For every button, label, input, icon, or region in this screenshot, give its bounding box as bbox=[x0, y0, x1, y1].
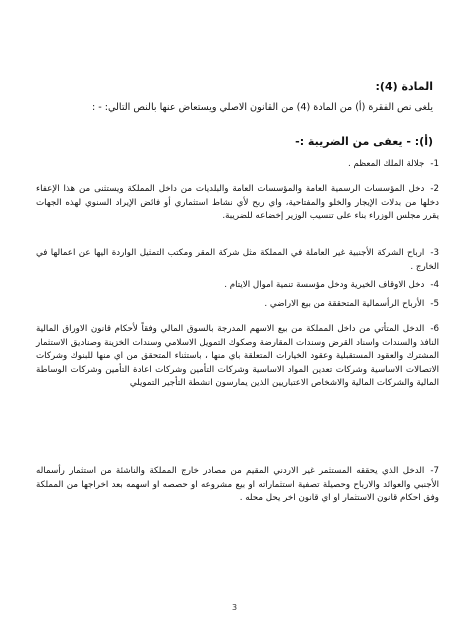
list-item-2 bbox=[36, 183, 439, 224]
item-number: 4- bbox=[430, 280, 439, 290]
list-item-4 bbox=[36, 279, 439, 293]
item-number: 5- bbox=[430, 299, 439, 309]
item-text: دخل المؤسسات الرسمية العامة والمؤسسات العامة والبلديات من داخل المملكة ويستثنى من هذا الإعفاء دخلها من بدلات الإيجار والخلو والمفتاحية، واي ربح لأي نشاط استثماري أو فائض الإيراد السنوي لهذه الجهات يقرر مجلس الوزراء بناء على تنسيب الوزير إخضاعه للضريبة. bbox=[36, 184, 439, 221]
item-number: 1- bbox=[430, 159, 439, 169]
item-number: 6- bbox=[430, 324, 439, 334]
intro-paragraph: يلغى نص الفقرة (أ) من المادة (4) من القانون الاصلي ويستعاض عنها بالنص التالي: - : bbox=[91, 102, 433, 113]
list-item-7 bbox=[36, 465, 439, 506]
item-text: جلالة الملك المعظم . bbox=[347, 159, 425, 169]
item-text: الدخل المتأتي من داخل المملكة من بيع الاسهم المدرجة بالسوق المالي وفقاً لأحكام قانون الاوراق المالية النافذ والسندات واسناد القرض وسندات المقارضة وصكوك التمويل الاسلامي وسندات الخزينة وصناديق الاستثمار المشترك والعقود المستقبلية وعقود الخيارات المتعلقة باي منها ، باستثناء المتحقق من اي منها للبنوك وشركات الاتصالات الاساسية وشركات تعدين المواد الاساسية وشركات التأمين وشركات اعادة التأمين وشركات الوساطة المالية والشركات المالية والاشخاص الاعتباريين الذين يمارسون انشطة التأجير التمويلي bbox=[36, 324, 439, 388]
list-item-1 bbox=[36, 158, 439, 172]
list-item-6 bbox=[36, 323, 439, 391]
item-text: الأرباح الرأسمالية المتحققة من بيع الاراضي . bbox=[264, 299, 425, 309]
item-text: ارباح الشركة الأجنبية غير العاملة في المملكة مثل شركة المقر ومكتب التمثيل الواردة اليها عن اعمالها في الخارج . bbox=[36, 248, 439, 272]
item-number: 2- bbox=[430, 184, 439, 194]
item-number: 3- bbox=[430, 248, 439, 258]
article-title: المادة (4): bbox=[375, 80, 433, 93]
item-text: دخل الاوقاف الخيرية ودخل مؤسسة تنمية اموال الايتام . bbox=[224, 280, 425, 290]
list-item-3 bbox=[36, 247, 439, 274]
item-text: الدخل الذي يحققه المستثمر غير الاردني المقيم من مصادر خارج المملكة والناشئة من استثمار رأسماله الأجنبي والعوائد والارباح وحصيلة تصفية استثماراته او بيع مشروعه او حصصه او اسهمه بعد اخراجها من المملكة وفق احكام قانون الاستثمار او اي قانون اخر يحل محله . bbox=[36, 466, 439, 503]
item-number: 7- bbox=[430, 466, 439, 476]
page-number: 3 bbox=[231, 603, 238, 612]
list-item-5 bbox=[36, 298, 439, 312]
section-subheading: (أ): - يعفى من الضريبة :- bbox=[295, 135, 433, 148]
